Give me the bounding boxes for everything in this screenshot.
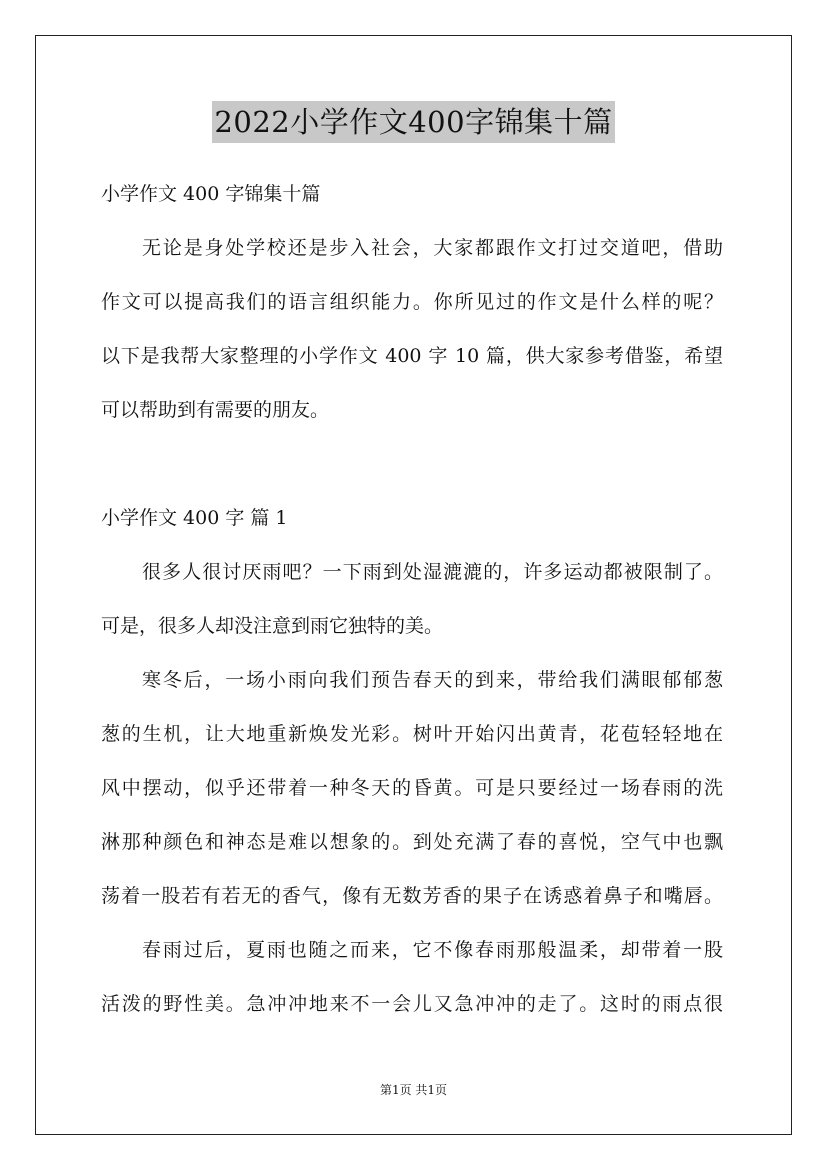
- body-line-7: 荡着一股若有若无的香气，像有无数芳香的果子在诱惑着鼻子和嘴唇。: [101, 885, 723, 907]
- document-subtitle: 小学作文 400 字锦集十篇: [101, 183, 321, 205]
- document-title: 2022小学作文400字锦集十篇: [212, 101, 614, 143]
- body-line-2: 可是，很多人却没注意到雨它独特的美。: [101, 615, 444, 637]
- section-heading: 小学作文 400 字 篇 1: [101, 507, 288, 529]
- intro-line-4: 可以帮助到有需要的朋友。: [101, 399, 330, 421]
- body-line-3: 寒冬后，一场小雨向我们预告春天的到来，带给我们满眼郁郁葱: [142, 669, 723, 691]
- body-line-6: 淋那种颜色和神态是难以想象的。到处充满了春的喜悦，空气中也飘: [101, 831, 723, 853]
- body-line-5: 风中摆动，似乎还带着一种冬天的昏黄。可是只要经过一场春雨的洗: [101, 777, 723, 799]
- page-footer: 第1页 共1页: [379, 1083, 448, 1097]
- body-line-8: 春雨过后，夏雨也随之而来，它不像春雨那般温柔，却带着一股: [142, 939, 723, 961]
- intro-line-3: 以下是我帮大家整理的小学作文 400 字 10 篇，供大家参考借鉴，希望: [101, 345, 723, 367]
- body-line-9: 活泼的野性美。急冲冲地来不一会儿又急冲冲的走了。这时的雨点很: [101, 993, 723, 1015]
- intro-line-1: 无论是身处学校还是步入社会，大家都跟作文打过交道吧，借助: [142, 237, 723, 259]
- body-line-1: 很多人很讨厌雨吧？一下雨到处湿漉漉的，许多运动都被限制了。: [142, 561, 723, 583]
- intro-line-2: 作文可以提高我们的语言组织能力。你所见过的作文是什么样的呢？: [101, 291, 723, 313]
- body-line-4: 葱的生机，让大地重新焕发光彩。树叶开始闪出黄青，花苞轻轻地在: [101, 723, 723, 745]
- title-wrap: [0, 101, 827, 143]
